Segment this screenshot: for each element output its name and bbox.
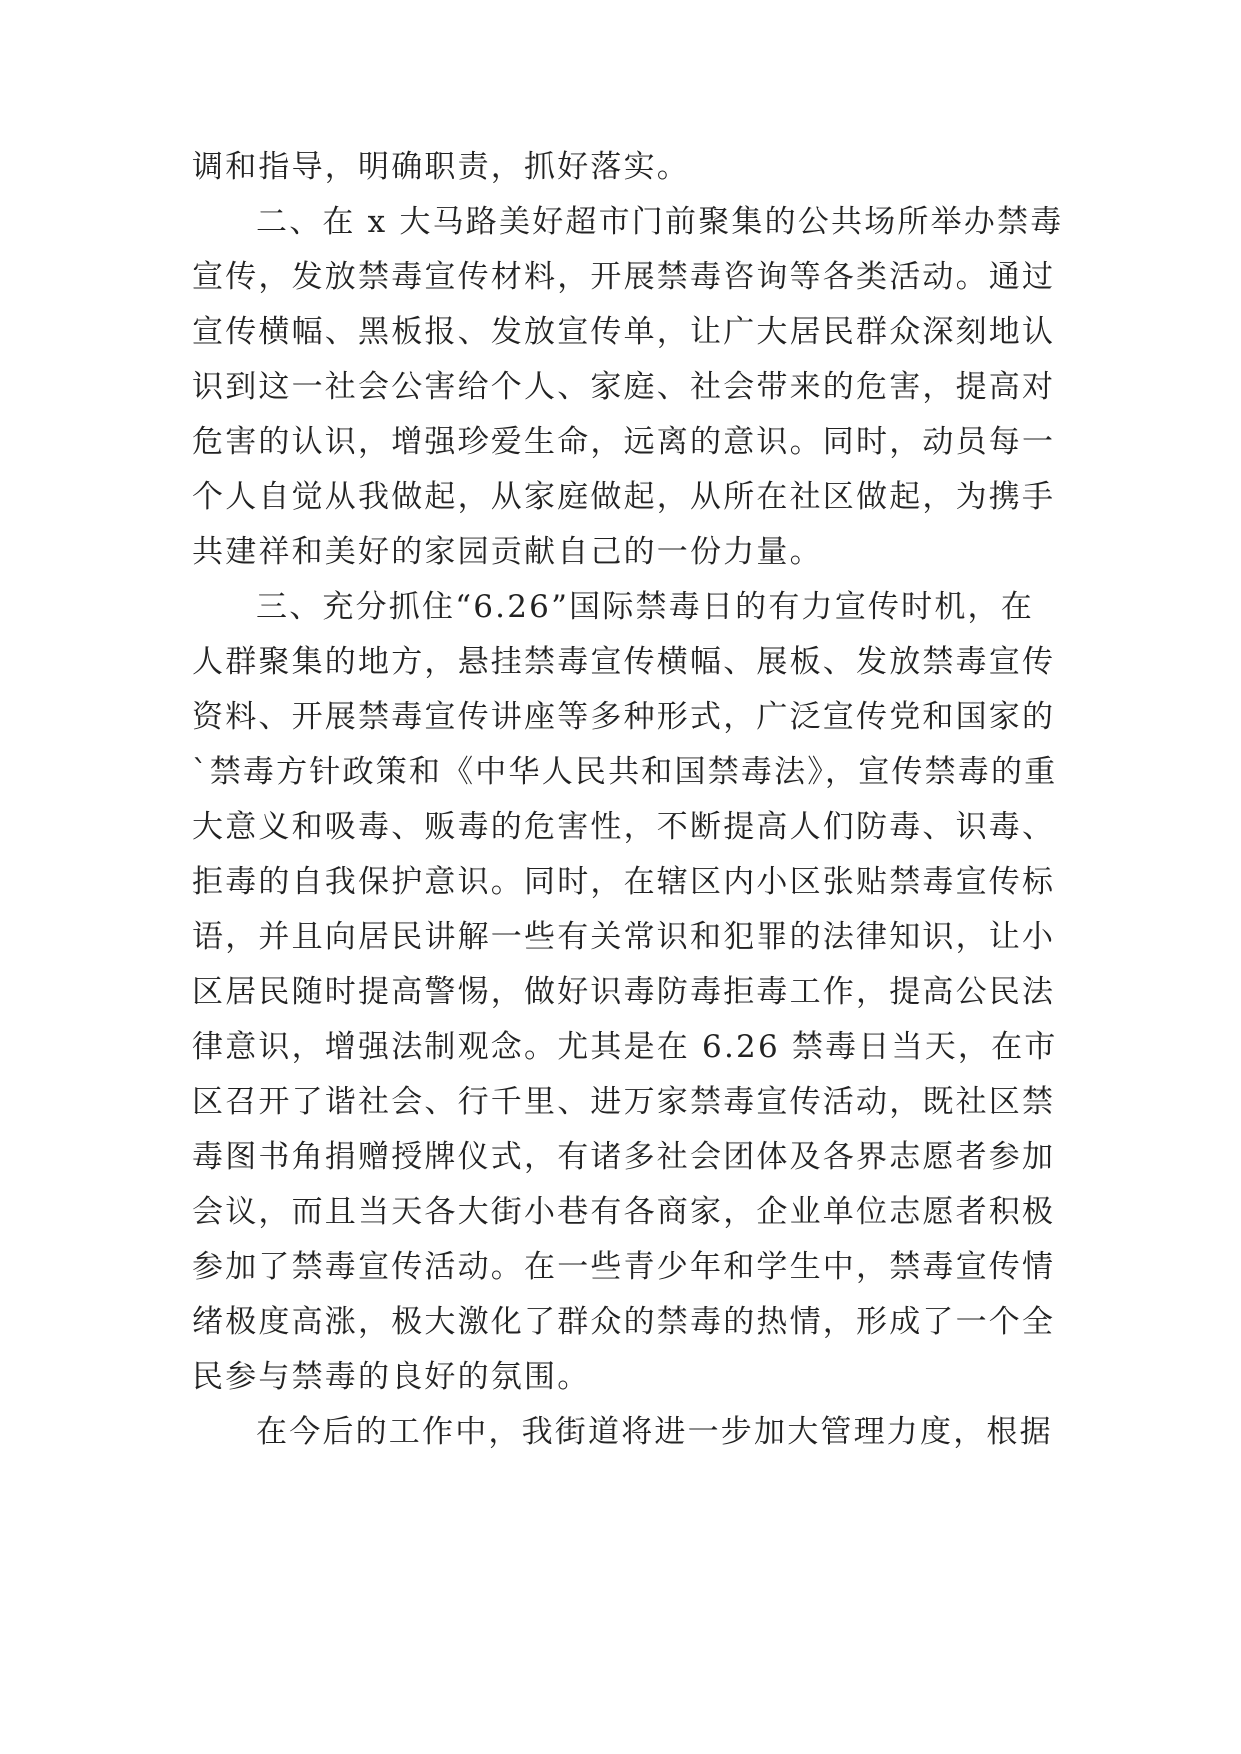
text-line: 宣传横幅、黑板报、发放宣传单，让广大居民群众深刻地认 <box>192 314 1056 350</box>
text-line: 大意义和吸毒、贩毒的危害性，不断提高人们防毒、识毒、 <box>192 809 1056 845</box>
text-line: 民参与禁毒的良好的氛围。 <box>192 1359 591 1395</box>
text-line: 共建祥和美好的家园贡献自己的一份力量。 <box>192 534 823 570</box>
text-line: 会议，而且当天各大街小巷有各商家，企业单位志愿者积极 <box>192 1194 1056 1230</box>
text-line: 个人自觉从我做起，从家庭做起，从所在社区做起，为携手 <box>192 479 1056 515</box>
text-line: 律意识，增强法制观念。尤其是在 6.26 禁毒日当天，在市 <box>192 1029 1058 1065</box>
text-line: 绪极度高涨，极大激化了群众的禁毒的热情，形成了一个全 <box>192 1304 1056 1340</box>
paragraph-start-line: 二、在 x 大马路美好超市门前聚集的公共场所举办禁毒 <box>256 204 1064 240</box>
text-line: 调和指导，明确职责，抓好落实。 <box>192 149 690 185</box>
text-line: 宣传，发放禁毒宣传材料，开展禁毒咨询等各类活动。通过 <box>192 259 1056 295</box>
text-line: `禁毒方针政策和《中华人民共和国禁毒法》，宣传禁毒的重 <box>192 754 1058 790</box>
text-line: 区召开了谐社会、行千里、进万家禁毒宣传活动，既社区禁 <box>192 1084 1056 1120</box>
text-line: 拒毒的自我保护意识。同时，在辖区内小区张贴禁毒宣传标 <box>192 864 1056 900</box>
text-line: 人群聚集的地方，悬挂禁毒宣传横幅、展板、发放禁毒宣传 <box>192 644 1056 680</box>
text-line: 区居民随时提高警惕，做好识毒防毒拒毒工作，提高公民法 <box>192 974 1056 1010</box>
text-line: 毒图书角捐赠授牌仪式，有诸多社会团体及各界志愿者参加 <box>192 1139 1056 1175</box>
text-line: 识到这一社会公害给个人、家庭、社会带来的危害，提高对 <box>192 369 1056 405</box>
text-line: 语，并且向居民讲解一些有关常识和犯罪的法律知识，让小 <box>192 919 1056 955</box>
text-line: 资料、开展禁毒宣传讲座等多种形式，广泛宣传党和国家的 <box>192 699 1056 735</box>
text-line: 参加了禁毒宣传活动。在一些青少年和学生中，禁毒宣传情 <box>192 1249 1056 1285</box>
text-line: 危害的认识，增强珍爱生命，远离的意识。同时，动员每一 <box>192 424 1056 460</box>
paragraph-start-line: 在今后的工作中，我街道将进一步加大管理力度，根据 <box>256 1414 1053 1450</box>
paragraph-start-line: 三、充分抓住“6.26”国际禁毒日的有力宣传时机，在 <box>256 589 1034 625</box>
